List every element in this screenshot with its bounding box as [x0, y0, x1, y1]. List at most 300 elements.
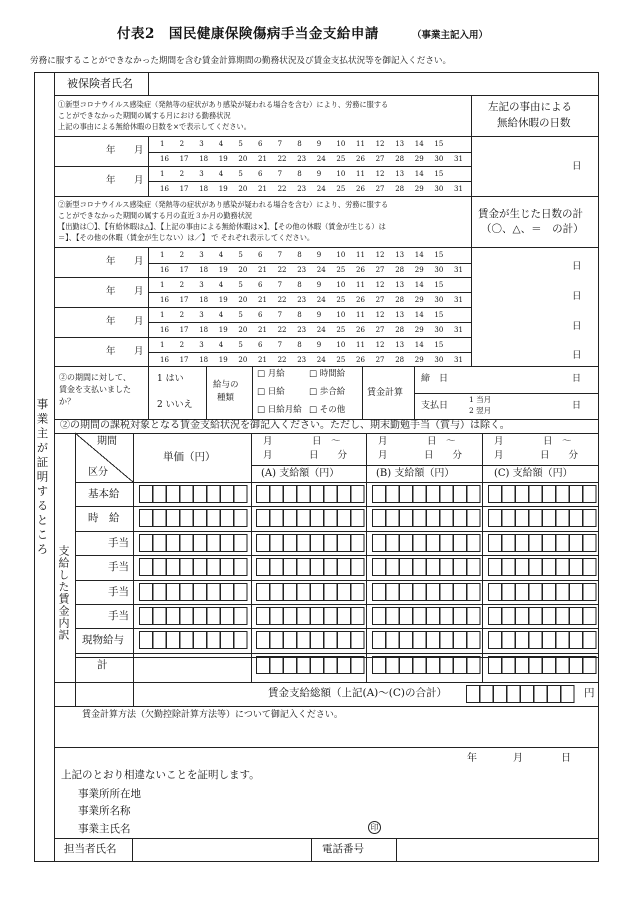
digit-box — [440, 608, 453, 625]
calendar-day[interactable]: 15 — [434, 281, 444, 289]
digit-box — [440, 535, 453, 552]
calendar-day[interactable]: 4 — [218, 341, 224, 349]
calendar-day[interactable]: 9 — [316, 311, 322, 319]
calendar-day[interactable]: 6 — [258, 341, 263, 349]
digit-box — [194, 608, 207, 625]
category-label: 区分 — [88, 467, 108, 478]
calendar-day[interactable]: 13 — [395, 341, 405, 349]
calendar-day[interactable]: 17 — [179, 185, 189, 193]
calendar-day[interactable]: 18 — [199, 155, 209, 163]
calendar-day[interactable]: 5 — [238, 281, 243, 289]
digit-box — [324, 632, 337, 649]
digit-box — [180, 559, 193, 576]
calendar-day[interactable]: 3 — [199, 341, 204, 349]
digit-box — [167, 510, 180, 527]
calendar-day[interactable]: 26 — [356, 356, 365, 364]
digit-box — [386, 486, 399, 503]
calendar-day[interactable]: 4 — [218, 281, 224, 289]
calendar-day[interactable]: 11 — [356, 170, 365, 178]
calendar-day[interactable]: 16 — [160, 185, 169, 193]
calendar-day[interactable]: 2 — [179, 281, 185, 289]
calendar-day[interactable]: 17 — [179, 326, 189, 334]
calendar-day[interactable]: 31 — [454, 155, 463, 163]
col-b-label: (B) 支給額（円） — [376, 468, 455, 479]
digit-box — [153, 584, 166, 601]
calendar-day[interactable]: 19 — [218, 155, 228, 163]
digit-box — [413, 608, 426, 625]
calendar-day[interactable]: 24 — [316, 185, 326, 193]
calendar-day[interactable]: 26 — [356, 296, 365, 304]
calendar-day[interactable]: 1 — [160, 140, 165, 148]
calendar-day[interactable]: 31 — [454, 185, 463, 193]
calendar-day[interactable]: 9 — [316, 170, 322, 178]
calendar-day[interactable]: 2 — [179, 341, 185, 349]
period-day-to: 日 分 — [540, 450, 579, 461]
calendar-day[interactable]: 15 — [434, 251, 444, 259]
owner-name-label: 事業主氏名 — [78, 823, 131, 835]
calendar-day[interactable]: 25 — [336, 155, 346, 163]
calendar-day[interactable]: 21 — [258, 356, 267, 364]
calendar-day[interactable]: 14 — [414, 140, 424, 148]
digit-box — [502, 535, 515, 552]
calendar-day[interactable]: 15 — [434, 140, 444, 148]
digit-box — [373, 486, 386, 503]
calendar-day[interactable]: 28 — [395, 356, 405, 364]
calendar-day[interactable]: 13 — [395, 251, 405, 259]
calendar-day[interactable]: 9 — [316, 251, 322, 259]
digit-box — [297, 584, 310, 601]
digit-box — [373, 584, 386, 601]
calendar-day[interactable]: 22 — [277, 155, 287, 163]
calendar-day[interactable]: 14 — [414, 311, 424, 319]
calendar-day[interactable]: 13 — [395, 281, 405, 289]
calendar-day[interactable]: 16 — [160, 266, 169, 274]
calendar-day[interactable]: 29 — [414, 266, 424, 274]
calendar-day[interactable]: 8 — [297, 311, 302, 319]
calendar-day[interactable]: 15 — [434, 341, 444, 349]
digit-box — [454, 584, 467, 601]
calendar-day[interactable]: 19 — [218, 326, 228, 334]
calendar-day[interactable]: 4 — [218, 251, 224, 259]
insured-name-field[interactable] — [150, 73, 598, 95]
calendar-day[interactable]: 11 — [356, 311, 365, 319]
calendar-day[interactable]: 22 — [277, 296, 287, 304]
digit-box — [543, 486, 556, 503]
digit-box — [180, 510, 193, 527]
calendar-day[interactable]: 12 — [375, 341, 385, 349]
calendar-day[interactable]: 9 — [316, 140, 322, 148]
digit-box — [351, 657, 364, 674]
calendar-day[interactable]: 26 — [356, 266, 365, 274]
calendar-day[interactable]: 11 — [356, 140, 365, 148]
calendar-day[interactable]: 5 — [238, 311, 243, 319]
digit-box — [207, 486, 220, 503]
calendar-day[interactable]: 29 — [414, 326, 424, 334]
digit-box — [257, 657, 270, 674]
calendar-day[interactable]: 2 — [179, 170, 185, 178]
calendar-day[interactable]: 27 — [375, 155, 385, 163]
calendar-day[interactable]: 19 — [218, 356, 228, 364]
digit-box — [502, 486, 515, 503]
calendar-day[interactable]: 31 — [454, 296, 463, 304]
digit-box — [257, 510, 270, 527]
calendar-day[interactable]: 28 — [395, 155, 405, 163]
calendar-day[interactable]: 4 — [218, 311, 224, 319]
calendar-day[interactable]: 7 — [277, 170, 283, 178]
calendar-day[interactable]: 23 — [297, 155, 307, 163]
digit-box — [324, 486, 337, 503]
calendar-day[interactable]: 14 — [414, 170, 424, 178]
calendar-day[interactable]: 23 — [297, 185, 307, 193]
period-month: 月 — [263, 436, 273, 447]
calendar-day[interactable]: 31 — [454, 326, 463, 334]
digit-box — [207, 510, 220, 527]
calendar-day[interactable]: 10 — [336, 251, 346, 259]
calendar-day[interactable]: 27 — [375, 356, 385, 364]
digit-box — [140, 535, 153, 552]
digit-box — [194, 510, 207, 527]
calendar-day[interactable]: 25 — [336, 326, 346, 334]
calendar-day[interactable]: 12 — [375, 251, 385, 259]
calendar-day[interactable]: 24 — [316, 296, 326, 304]
calendar-day[interactable]: 20 — [238, 155, 248, 163]
pay-yes-option[interactable]: 1 はい — [157, 374, 184, 384]
contact-person-field[interactable] — [134, 839, 310, 861]
calendar-day[interactable]: 6 — [258, 281, 263, 289]
calendar-day[interactable]: 29 — [414, 296, 424, 304]
calendar-day[interactable]: 9 — [316, 341, 322, 349]
calendar-day[interactable]: 12 — [375, 140, 385, 148]
contact-person-label: 担当者氏名 — [64, 843, 117, 855]
calendar-day[interactable]: 18 — [199, 356, 209, 364]
digit-box — [516, 608, 529, 625]
calendar-day[interactable]: 4 — [218, 140, 224, 148]
calendar-day[interactable]: 21 — [258, 266, 267, 274]
col-c-label: (C) 支給額（円） — [494, 468, 573, 479]
calendar-day[interactable]: 23 — [297, 266, 307, 274]
calendar-day[interactable]: 27 — [375, 326, 385, 334]
digit-box — [284, 608, 297, 625]
calendar-day[interactable]: 26 — [356, 155, 365, 163]
calendar-day[interactable]: 17 — [179, 266, 189, 274]
calendar-day[interactable]: 10 — [336, 281, 346, 289]
intro-text: 労務に服することができなかった期間を含む賃金計算期間の勤務状況及び賃金支払状況等を御記入ください。 — [30, 56, 452, 66]
calendar-day[interactable]: 10 — [336, 311, 346, 319]
digit-box — [400, 584, 413, 601]
payday-this-month[interactable]: 1 当月 — [469, 395, 492, 404]
section2-right-1: 賃金が生じた日数の計 — [478, 208, 583, 220]
calendar-day[interactable]: 13 — [395, 170, 405, 178]
digit-box — [180, 486, 193, 503]
phone-field[interactable] — [398, 839, 597, 861]
calendar-day[interactable]: 28 — [395, 185, 405, 193]
calendar-day[interactable]: 6 — [258, 251, 263, 259]
calendar-day[interactable]: 22 — [277, 185, 287, 193]
calendar-day[interactable]: 7 — [277, 251, 283, 259]
calendar-day[interactable]: 7 — [277, 281, 283, 289]
calendar-day[interactable]: 1 — [160, 341, 165, 349]
calendar-day[interactable]: 3 — [199, 251, 204, 259]
calendar-day[interactable]: 31 — [454, 266, 463, 274]
digit-box — [516, 510, 529, 527]
calendar-day[interactable]: 16 — [160, 155, 169, 163]
digit-box — [311, 535, 324, 552]
pay-no-option[interactable]: 2 いいえ — [157, 400, 193, 410]
digit-box — [570, 535, 583, 552]
calendar-day[interactable]: 1 — [160, 251, 165, 259]
digit-box — [386, 510, 399, 527]
calendar-day[interactable]: 17 — [179, 356, 189, 364]
calendar-day[interactable]: 17 — [179, 155, 189, 163]
digit-box — [529, 535, 542, 552]
calendar-day[interactable]: 15 — [434, 170, 444, 178]
calendar-day[interactable]: 8 — [297, 341, 302, 349]
calendar-day[interactable]: 18 — [199, 266, 209, 274]
digit-box — [570, 510, 583, 527]
wage-row-label: 時 給 — [88, 512, 120, 525]
calendar-day[interactable]: 1 — [160, 170, 165, 178]
digit-box — [234, 535, 247, 552]
calendar-day[interactable]: 22 — [277, 326, 287, 334]
calendar-day[interactable]: 5 — [238, 341, 243, 349]
calendar-year-label: 年 — [106, 316, 116, 327]
digit-box — [529, 584, 542, 601]
calendar-day[interactable]: 23 — [297, 326, 307, 334]
calendar-day[interactable]: 22 — [277, 356, 287, 364]
calendar-day[interactable]: 7 — [277, 341, 283, 349]
total-digit-box — [507, 686, 520, 703]
calendar-day[interactable]: 28 — [395, 296, 405, 304]
digit-box — [194, 535, 207, 552]
digit-box — [400, 608, 413, 625]
digit-box — [257, 486, 270, 503]
calendar-day[interactable]: 3 — [199, 311, 204, 319]
calendar-day[interactable]: 19 — [218, 266, 228, 274]
calendar-day[interactable]: 26 — [356, 326, 365, 334]
digit-box — [489, 608, 502, 625]
calendar-day[interactable]: 27 — [375, 185, 385, 193]
calendar-day[interactable]: 2 — [179, 311, 185, 319]
calendar-day[interactable]: 12 — [375, 311, 385, 319]
digit-box — [311, 584, 324, 601]
digit-box — [454, 535, 467, 552]
calendar-day[interactable]: 3 — [199, 281, 204, 289]
pay-kind-daily-monthly[interactable]: □ 日給月給 — [257, 405, 302, 415]
calendar-day[interactable]: 24 — [316, 155, 326, 163]
calendar-day[interactable]: 22 — [277, 266, 287, 274]
digit-box — [373, 559, 386, 576]
calendar-day[interactable]: 6 — [258, 140, 263, 148]
calendar-day[interactable]: 7 — [277, 140, 283, 148]
calendar-day[interactable]: 30 — [434, 155, 444, 163]
calendar-day[interactable]: 20 — [238, 266, 248, 274]
digit-box — [502, 608, 515, 625]
calendar-day[interactable]: 14 — [414, 281, 424, 289]
cert-month: 月 — [513, 753, 523, 764]
payday-next-month[interactable]: 2 翌月 — [469, 406, 492, 415]
calendar-day[interactable]: 3 — [199, 140, 204, 148]
calendar-day[interactable]: 21 — [258, 155, 267, 163]
calendar-day[interactable]: 23 — [297, 296, 307, 304]
wage-row-label: 基本給 — [88, 488, 120, 500]
calendar-day[interactable]: 9 — [316, 281, 322, 289]
digit-box — [489, 657, 502, 674]
digit-box — [543, 657, 556, 674]
calendar-day[interactable]: 25 — [336, 296, 346, 304]
calendar-day[interactable]: 27 — [375, 266, 385, 274]
calendar-day[interactable]: 16 — [160, 326, 169, 334]
calc-method-field[interactable] — [80, 722, 595, 746]
wage-row-label: 計 — [97, 658, 108, 671]
calendar-day[interactable]: 10 — [336, 341, 346, 349]
calendar-day[interactable]: 16 — [160, 296, 169, 304]
calendar-day[interactable]: 30 — [434, 326, 444, 334]
calendar-day[interactable]: 21 — [258, 296, 267, 304]
total-digit-box — [548, 686, 561, 703]
seal-mark-icon: 印 — [368, 821, 381, 834]
calendar-day[interactable]: 12 — [375, 170, 385, 178]
calendar-day[interactable]: 28 — [395, 266, 405, 274]
calendar-day[interactable]: 14 — [414, 251, 424, 259]
calendar-day[interactable]: 18 — [199, 296, 209, 304]
pay-kind-other[interactable]: □ その他 — [309, 405, 346, 415]
calendar-day[interactable]: 12 — [375, 281, 385, 289]
digit-box — [338, 535, 351, 552]
side-label: 事業主が証明するところ — [35, 398, 50, 558]
calendar-day[interactable]: 29 — [414, 155, 424, 163]
calendar-day[interactable]: 2 — [179, 140, 185, 148]
digit-box — [413, 632, 426, 649]
calendar-day[interactable]: 6 — [258, 311, 263, 319]
calendar-day[interactable]: 18 — [199, 185, 209, 193]
digit-box — [180, 535, 193, 552]
pay-kind-daily[interactable]: □ 日給 — [257, 387, 285, 397]
calendar-day[interactable]: 5 — [238, 140, 243, 148]
digit-box — [489, 584, 502, 601]
digit-box — [297, 608, 310, 625]
calendar-day[interactable]: 20 — [238, 326, 248, 334]
calendar-day[interactable]: 3 — [199, 170, 204, 178]
digit-box — [270, 535, 283, 552]
calendar-day[interactable]: 10 — [336, 170, 346, 178]
section1-text-2: ことができなかった期間の属する月における勤務状況 — [58, 111, 231, 120]
digit-box — [440, 584, 453, 601]
calendar-day[interactable]: 15 — [434, 311, 444, 319]
calendar-day[interactable]: 4 — [218, 170, 224, 178]
calendar-day[interactable]: 29 — [414, 356, 424, 364]
section2-right-2: （〇、△、＝ の計） — [481, 223, 584, 235]
calendar-day[interactable]: 31 — [454, 356, 463, 364]
calendar-day[interactable]: 8 — [297, 140, 302, 148]
pay-kind-hourly[interactable]: □ 時間給 — [309, 369, 346, 379]
digit-box — [351, 559, 364, 576]
calendar-day[interactable]: 30 — [434, 296, 444, 304]
calendar-day[interactable]: 24 — [316, 266, 326, 274]
calendar-day[interactable]: 7 — [277, 311, 283, 319]
cert-day: 日 — [561, 753, 571, 764]
calendar-day[interactable]: 20 — [238, 356, 248, 364]
digit-box — [413, 486, 426, 503]
digit-box — [270, 486, 283, 503]
calendar-day[interactable]: 20 — [238, 296, 248, 304]
calendar-day[interactable]: 19 — [218, 296, 228, 304]
calendar-day[interactable]: 13 — [395, 140, 405, 148]
calendar-day[interactable]: 6 — [258, 170, 263, 178]
calendar-day[interactable]: 19 — [218, 185, 228, 193]
wage-row-label: 手当 — [108, 585, 129, 598]
calendar-day[interactable]: 18 — [199, 326, 209, 334]
calendar-day[interactable]: 2 — [179, 251, 185, 259]
digit-box — [221, 584, 234, 601]
office-address-label: 事業所所在地 — [78, 788, 141, 800]
calendar-day[interactable]: 21 — [258, 326, 267, 334]
digit-box — [427, 510, 440, 527]
calendar-day[interactable]: 16 — [160, 356, 169, 364]
calendar-day[interactable]: 30 — [434, 266, 444, 274]
digit-box — [467, 608, 480, 625]
section1-right-1: 左記の事由による — [488, 101, 572, 113]
digit-box — [338, 632, 351, 649]
period-month: 月 — [263, 450, 273, 461]
calendar-day[interactable]: 26 — [356, 185, 365, 193]
digit-box — [284, 535, 297, 552]
calendar-day[interactable]: 10 — [336, 140, 346, 148]
calendar-day[interactable]: 30 — [434, 356, 444, 364]
calendar-day[interactable]: 27 — [375, 296, 385, 304]
calendar-day[interactable]: 13 — [395, 311, 405, 319]
pay-kind-commission[interactable]: □ 歩合給 — [309, 387, 346, 397]
calendar-day[interactable]: 24 — [316, 356, 326, 364]
calendar-day[interactable]: 11 — [356, 281, 365, 289]
pay-kind-monthly[interactable]: □ 月給 — [257, 369, 285, 379]
digit-box — [583, 657, 596, 674]
calendar-day[interactable]: 24 — [316, 326, 326, 334]
calendar-day[interactable]: 1 — [160, 311, 165, 319]
calendar-day[interactable]: 29 — [414, 185, 424, 193]
calendar-day[interactable]: 20 — [238, 185, 248, 193]
digit-box — [167, 535, 180, 552]
calendar-day[interactable]: 25 — [336, 356, 346, 364]
calendar-day[interactable]: 23 — [297, 356, 307, 364]
digit-box — [467, 535, 480, 552]
total-yen: 円 — [584, 687, 595, 699]
calendar-day[interactable]: 25 — [336, 266, 346, 274]
calendar-day[interactable]: 14 — [414, 341, 424, 349]
calendar-day[interactable]: 11 — [356, 251, 365, 259]
digit-box — [297, 657, 310, 674]
period-label: 期間 — [97, 436, 117, 447]
calendar-month-label: 月 — [134, 346, 144, 357]
calendar-day[interactable]: 1 — [160, 281, 165, 289]
calendar-day[interactable]: 30 — [434, 185, 444, 193]
calendar-day[interactable]: 8 — [297, 170, 302, 178]
calendar-day[interactable]: 8 — [297, 281, 302, 289]
calendar-day[interactable]: 8 — [297, 251, 302, 259]
digit-box — [556, 608, 569, 625]
calendar-day[interactable]: 28 — [395, 326, 405, 334]
digit-box — [529, 657, 542, 674]
calendar-day[interactable]: 17 — [179, 296, 189, 304]
day-count-unit: 日 — [572, 291, 582, 302]
total-digit-box — [534, 686, 547, 703]
calendar-day[interactable]: 11 — [356, 341, 365, 349]
calendar-day[interactable]: 5 — [238, 251, 243, 259]
calendar-day[interactable]: 21 — [258, 185, 267, 193]
digit-box — [311, 510, 324, 527]
insured-name-label: 被保険者氏名 — [67, 77, 133, 90]
calendar-day[interactable]: 25 — [336, 185, 346, 193]
calendar-day[interactable]: 5 — [238, 170, 243, 178]
